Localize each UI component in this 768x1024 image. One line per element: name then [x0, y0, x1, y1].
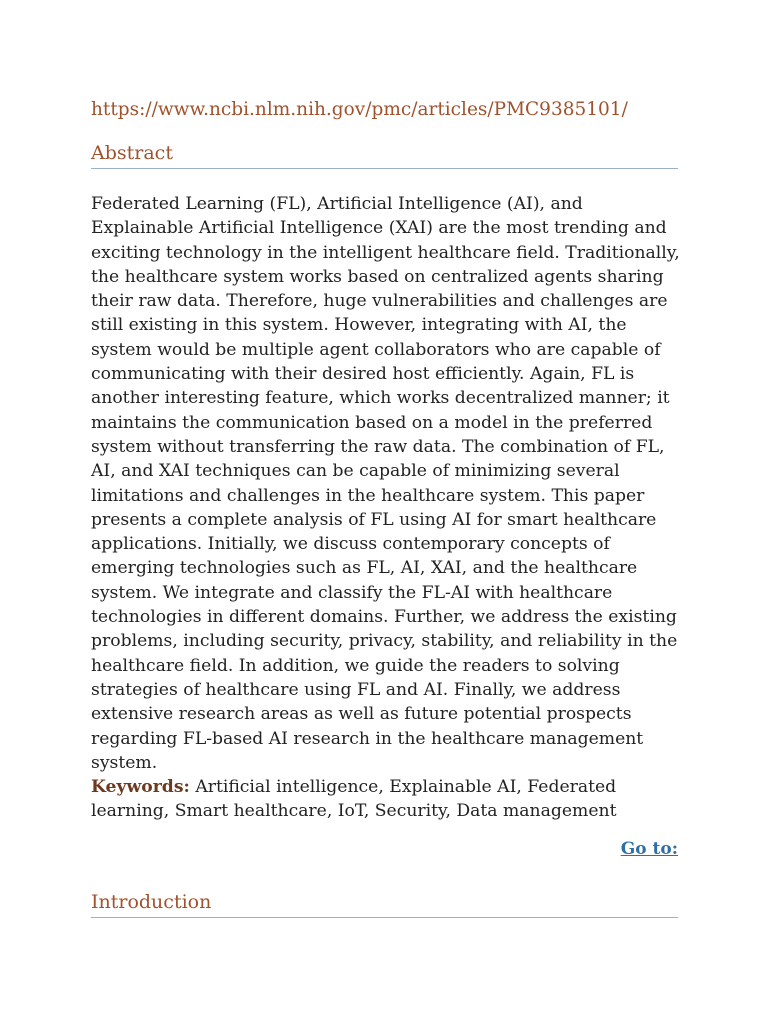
- abstract-heading: Abstract: [91, 140, 678, 169]
- abstract-body: Federated Learning (FL), Artificial Intelligence (AI), and Explainable Artificial Intelligence (XAI) are the most trending and exciting technology in the intelligent healthcare field. Traditionally, the healthcare system works based on centralized agents sharing their raw data. Therefore, huge vulnerabilities and challenges are still existing in this system. However, integrating with AI, the system would be multiple agent collaborators who are capable of communicating with their desired host efficiently. Again, FL is another interesting feature, which works decentralized manner; it maintains the communication based on a model in the preferred system without transferring the raw data. The combination of FL, AI, and XAI techniques can be capable of minimizing several limitations and challenges in the healthcare system. This paper presents a complete analysis of FL using AI for smart healthcare applications. Initially, we discuss contemporary concepts of emerging technologies such as FL, AI, XAI, and the healthcare system. We integrate and classify the FL-AI with healthcare technologies in different domains. Further, we address the existing problems, including security, privacy, stability, and reliability in the healthcare field. In addition, we guide the readers to solving strategies of healthcare using FL and AI. Finally, we address extensive research areas as well as future potential prospects regarding FL-based AI research in the healthcare management system.: [91, 194, 680, 773]
- introduction-heading: Introduction: [91, 889, 678, 918]
- keywords-paragraph: [91, 775, 681, 824]
- keywords-label: Keywords:: [91, 777, 190, 797]
- keywords-list: Artificial intelligence, Explainable AI, Federated learning, Smart healthcare, IoT, Security, Data management: [91, 777, 617, 822]
- source-url-link[interactable]: https://www.ncbi.nlm.nih.gov/pmc/articles/PMC9385101/: [91, 99, 628, 120]
- goto-link[interactable]: Go to:: [620, 839, 678, 859]
